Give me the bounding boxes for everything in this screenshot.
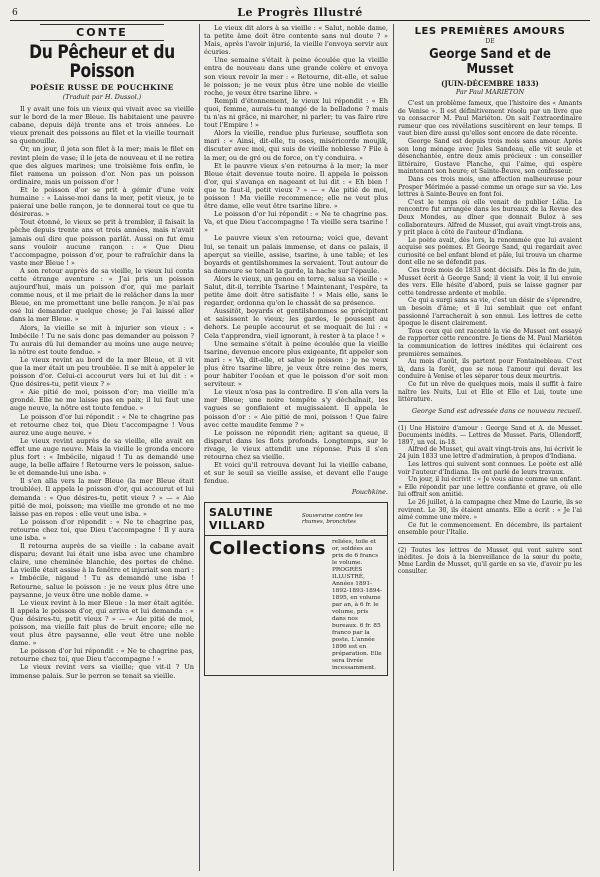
article-subtitle: POÉSIE RUSSE DE POUCHKINE	[30, 83, 174, 92]
article-title: George Sand et de Musset	[429, 46, 551, 77]
paragraph: Et le pauvre vieux s'en retourna à la mer; la mer Bleue était devenue toute noire. Il appela le poisson d'or, qui s'avança en nageant et lui dit : « Eh bien ! que te faut-il, petit vieux ? » — « Aie pitié de moi, poisson ! Ma vieille recommence; elle ne veut plus être dame, elle veut être tsarine libre. »	[204, 161, 388, 211]
paragraph: Le vieux revint à la mer Bleue : la mer était agitée. Il appela le poisson d'or, qui arriva et lui demanda : « Que désires-tu, petit vieux ? » — « Aie pitié de moi, poisson, ma vieille fait plus de bruit encore; elle ne veut plus être paysanne, elle veut être une noble dame. »	[10, 598, 194, 648]
paragraph: Tout étonné, le vieux se prit à trembler, il faisait la pêche depuis trente ans et trois années, mais n'avait jamais ouï dire que poisson parlât. Aussi on fut ému sans vouloir aucune rançon : « Que Dieu t'accompagne, poisson d'or, pour te rafraîchir dans la vaste mer Bleue ! »	[10, 218, 194, 267]
ad-collections-title: Collections	[209, 538, 326, 560]
footnote: (1) Une Histoire d'amour : George Sand et A. de Musset. Documents inédits. — Lettres de Musset. Paris, Ollendorff, 1897, un vol. in-18.	[398, 421, 582, 446]
column-1	[10, 24, 194, 871]
article-body-continued	[204, 24, 388, 485]
paragraph: C'est un problème fameux, que l'histoire des « Amants de Venise ». Il est définitivement résolu par un livre que va consacrer M. Paul Mariéton. On sait l'extraordinaire rumeur que ces révélations suscitèrent en leur temps. Il vaut bien dire aussi qu'elles sont encore de date récente.	[398, 100, 582, 138]
title-connector: DE	[485, 38, 495, 45]
paragraph: Le vieux revint au bord de la mer Bleue, et il vit que la mer était un peu troublée. Il se mit à appeler le poisson d'or. Celui-ci accourut vers lui et lui dit : « Que désires-tu, petit vieux ? »	[10, 355, 194, 389]
paragraph: Ce fut le commencement. En décembre, ils partaient ensemble pour l'Italie.	[398, 521, 582, 537]
columns	[10, 24, 590, 871]
paragraph: Il y avait une fois un vieux qui vivait avec sa vieille sur le bord de la mer Bleue. Ils habitaient une pauvre cabane, depuis déjà trente ans et trois années. Le vieux prenait des poissons au filet et la vieille tournait sa quenouille.	[10, 105, 194, 146]
advertisement-salutine	[204, 502, 388, 536]
ad-brand: SALUTINE VILLARD	[209, 506, 274, 533]
paragraph: Le poisson d'or lui répondit : « Ne te chagrine pas. Va, et que Dieu t'accompagne ! Ta vieille sera tsarine ! »	[204, 210, 388, 235]
paragraph: Alfred de Musset, qui avait vingt-trois ans, lui écrivit le 24 juin 1833 une lettre d'admiration, à propos d'Indiana.	[398, 445, 582, 461]
paragraph: Une semaine s'était à peine écoulée que la vieille tsarine, devenue encore plus exigeante, fit appeler son mari : « Va, dit-elle, et salue le poisson : je ne veux plus être tsarine libre, je veux être reine des mers, pour habiter l'océan et que le poisson d'or soit mon serviteur. »	[204, 339, 388, 389]
paragraph: Le poisson d'or lui répondit : « Ne te chagrine pas, retourne chez toi, que Dieu t'accompagne ! »	[10, 647, 194, 664]
paragraph: Le poisson ne répondit rien; agitant sa queue, il disparut dans les flots profonds. Longtemps, sur le rivage, le vieux attendit une réponse. Puis il s'en retourna chez sa vieille.	[204, 428, 388, 461]
ad-brand-note: Souveraine contre les rhumes, bronchites	[301, 512, 363, 526]
ad-collections-text: reliées, toile et or, soldées au prix de 6 francs le volume. PROGRÈS ILLUSTRÉ, Années 1891-1892-1893-1894-1895, en volume par an, à 6 fr. le volume, pris dans nos bureaux. 6 fr. 85 franco par la poste. L'année 1896 est en préparation. Elle sera livrée incessamment.	[331, 539, 383, 672]
author-signature: Pouchkine.	[351, 488, 388, 497]
paragraph: Un jour, il lui écrivit : « Je vous aime comme un enfant. » Elle répondit par une lettre confiante et grave, où elle lui offrait son amitié.	[398, 476, 582, 499]
article-byline: Par Paul MARIÉTON	[455, 88, 525, 96]
article-body-continued	[398, 446, 582, 537]
article-body	[10, 105, 194, 680]
paragraph: Ce qui a surgi sans sa vie, c'est un désir de s'éprendre, un besoin d'âme; et il lui semblait que cet enfant passionné l'arracherait à son ennui. Les lettres de cette époque le disent clairement.	[398, 297, 582, 328]
paragraph: Les lettres qui suivent sont connues. Le poète est allé voir l'auteur d'Indiana. Ils ont parlé de leurs travaux.	[398, 460, 582, 476]
paragraph: Le poisson d'or répondit : « Ne te chagrine pas, retourne chez toi, que Dieu t'accompagne ! Il y aura une isba. »	[10, 517, 194, 542]
article-note: George Sand est adressée dans ce nouveau recueil.	[411, 406, 582, 415]
paragraph: Il s'en alla vers la mer Bleue (la mer Bleue était troublée). Il appela le poisson d'or, qui accourut et lui demanda : « Que désires-tu, petit vieux ? » — « Aie pitié de moi, poisson; ma vieille me gronde et ne me laisse pas en repos : elle veut une isba. »	[10, 477, 194, 518]
paragraph: Le vieux dit alors à sa vieille : « Salut, noble dame, ta petite âme doit être contente sans nul doute ? » Mais, après l'avoir injurié, la vieille l'envoya servir aux écuries.	[204, 24, 388, 57]
footnote: (2) Toutes les lettres de Musset qui vont suivre sont inédites. Je dois à la bienveillance de la sœur du poète, Mme Lardin de Musset, qu'il garde en sa vie, d'avoir pu les consulter.	[398, 543, 582, 575]
paragraph: Le vieux revint auprès de sa vieille, elle avait en effet une auge neuve. Mais la vieille le gronda encore plus fort : « Imbécile, nigaud ! Tu as demandé une auge, la belle affaire ! Retourne vers le poisson, salue-le et demande-lui une isba. »	[10, 436, 194, 478]
article-title: Du Pêcheur et du Poisson	[29, 41, 175, 82]
article-body	[398, 100, 582, 404]
paragraph: Le 26 juillet, à la campagne chez Mme de Laurie, ils se revirent. Le 30, ils étaient amants. Elle a écrit : « Je l'ai aimé comme une mère. »	[398, 498, 582, 522]
paragraph: Au mois d'août, ils partent pour Fontainebleau. C'est là, dans la forêt, que se noua l'amour qui devait les conduire à Venise et les séparer tous deux meurtris.	[398, 358, 582, 381]
paragraph: Aussitôt, boyards et gentilshommes se précipitent et saisissent le vieux; les gardes, le poussent au dehors. Le peuple accourut et se moquait de lui : « Cela t'apprendra, vieil ignorant, à rester à ta place ! »	[204, 307, 388, 340]
paragraph: Et voici qu'il retrouva devant lui la vieille cabane, et sur le seuil sa vieille assise, et devant elle l'auge fendue.	[204, 461, 388, 486]
advertisement-collections	[204, 536, 388, 676]
paragraph: Alors la vieille, rendue plus furieuse, souffleta son mari : « Ainsi, dit-elle, tu oses, miséricorde moujik, discuter avec moi, qui suis de vieille noblesse ? File à la mer, ou de gré ou de force, on t'y conduira. »	[204, 129, 388, 162]
paragraph: Le poisson d'or lui répondit : « Ne te chagrine pas et retourne chez toi, que Dieu t'accompagne ! Vous aurez une auge neuve. »	[10, 412, 194, 437]
paragraph: C'est le temps où elle venait de publier Lélia. La rencontre fut arrangée dans les bureaux de la Revue des Deux Mondes, au dîner que donnait Buloz à ses collaborateurs. Alfred de Musset, qui avait vingt-trois ans, y prit place à côté de l'auteur d'Indiana.	[398, 198, 582, 237]
page-header	[10, 6, 590, 21]
column-3	[398, 24, 582, 871]
paragraph: Alors, la vieille se mit à injurier son vieux : « Imbécile ! Tu ne sais donc pas demander au poisson ? Tu aurais dû lui demander au moins une auge neuve; la nôtre est toute fendue. »	[10, 323, 194, 356]
paragraph: Rempli d'étonnement, le vieux lui répondit : « Eh quoi, femme, aurais-tu mangé de la belladone ? mais tu n'as ni grâce, ni marcher, ni parler; tu vas faire rire tout l'Empire ! »	[204, 96, 388, 130]
paragraph: Il retourna auprès de sa vieille : la cabane avait disparu; devant lui était une isba avec une chambre claire, une cheminée blanchie, des portes de chêne. La vieille était assise à la fenêtre et injuriait son mari : « Imbécile, nigaud ! Tu as demandé une isba ! Retourne, salue le poisson : je ne veux plus être une paysanne, je veux être une noble dame. »	[10, 542, 194, 599]
column-rule	[199, 24, 200, 871]
paragraph: Le vieux n'osa pas la contredire. Il s'en alla vers la mer Bleue; une noire tempête s'y déchaînait, les vagues se gonflaient et mugissaient. Il appela le poisson d'or : « Aie pitié de moi, poisson ! Que faire avec cette maudite femme ? »	[204, 388, 388, 429]
paragraph: Et le poisson d'or se prit à gémir d'une voix humaine : « Laisse-moi dans la mer, petit vieux, je te paierai une belle rançon, je te donnerai tout ce que tu désireras. »	[10, 185, 194, 219]
paragraph: Le poète avait, dès lors, la renommée que lui avaient acquise ses poèmes. Et George Sand, qui regardait avec curiosité ce bel enfant blond et pâle, lui trouva un charme dont elle ne se défendit pas.	[398, 236, 582, 267]
paragraph: Ces trois mois de 1833 sont décisifs. Dès la fin de juin, Musset écrit à George Sand; il vient la voir, il lui envoie des vers. Elle hésite d'abord, puis se laisse gagner par cette tendresse ardente et mobile.	[398, 267, 582, 297]
newspaper-title: Le Progrès Illustré	[237, 6, 363, 19]
page-number: 6	[12, 8, 18, 18]
paragraph: A son retour auprès de sa vieille, le vieux lui conta cette étrange aventure : « J'ai pris un poisson aujourd'hui, mais un poisson d'or, qui me parlait comme nous, et il me priait de le relâcher dans la mer Bleue, en me promettant une belle rançon. Je n'ai pas osé lui demander quelque chose; je l'ai laissé aller dans la mer Bleue. »	[10, 266, 194, 324]
section-kicker: LES PREMIÈRES AMOURS	[414, 26, 566, 37]
paragraph: George Sand est depuis trois mois sans amour. Après son long ménage avec Jules Sandeau, elle vit seule et désenchantée, entre deux amis précieux : un conseiller littéraire, Gustave Planche, qui l'aime, qui espère maintenant son heure; et Sainte-Beuve, son confesseur.	[398, 137, 582, 176]
paragraph: Alors le vieux, un genou en terre, salua sa vieille : « Salut, dit-il, terrible Tsarine ! Maintenant, l'espère, ta petite âme doit être satisfaite ! » Mais elle, sans le regarder, ordonna qu'on le chassât de sa présence.	[204, 274, 388, 308]
section-kicker: CONTE	[40, 24, 164, 41]
paragraph: Le vieux revint vers sa vieille; que vit-il ? Un immense palais. Sur le perron se tenait sa vieille.	[10, 663, 194, 680]
article-dates: (JUIN-DÉCEMBRE 1833)	[441, 79, 539, 88]
column-rule	[393, 24, 394, 871]
paragraph: Une semaine s'était à peine écoulée que la vieille entra de nouveau dans une grande colère et envoya son vieux revoir la mer : « Retourne, dit-elle, et salue le poisson; je ne veux plus être une noble de vieille roche, je veux être tsarine libre. »	[204, 56, 388, 97]
translator-credit: (Traduit par H. Dussol.)	[62, 93, 142, 101]
paragraph: Le pauvre vieux s'en retourna; voici que, devant lui, se tenait un palais immense, et dans ce palais, il aperçut sa vieille, assise, tsarine, à une table; et les boyards et gentilshommes la servaient. Tout autour de sa demeure se tenait la garde, la hache sur l'épaule.	[204, 234, 388, 275]
column-2	[204, 24, 388, 871]
paragraph: « Aie pitié de moi, poisson d'or; ma vieille m'a grondé. Elle ne me laisse pas en paix; il lui faut une auge neuve, la nôtre est toute fendue. »	[10, 388, 194, 413]
paragraph: Dans ces trois mois, une affection malheureuse pour Prosper Mérimée a passé comme un orage sur sa vie. Les lettres à Sainte-Beuve en font foi.	[398, 175, 582, 199]
paragraph: Ce fut un rêve de quelques mois, mais il suffit à faire naître les Nuits, Lui et Elle et Elle et Lui, toute une littérature.	[398, 380, 582, 404]
paragraph: Tous ceux qui ont raconté la vie de Musset ont essayé de rapporter cette rencontre. Je tiens de M. Paul Mariéton la communication de lettres inédites qui éclairent ces premières semaines.	[398, 327, 582, 358]
paragraph: Or, un jour, il jeta son filet à la mer; mais le filet en revint plein de vase; il le jeta de nouveau et il ne retira que des algues marines; une troisième fois enfin, le filet ramena un poisson d'or. Non pas un poisson ordinaire, mais un poisson d'or !	[10, 145, 194, 186]
